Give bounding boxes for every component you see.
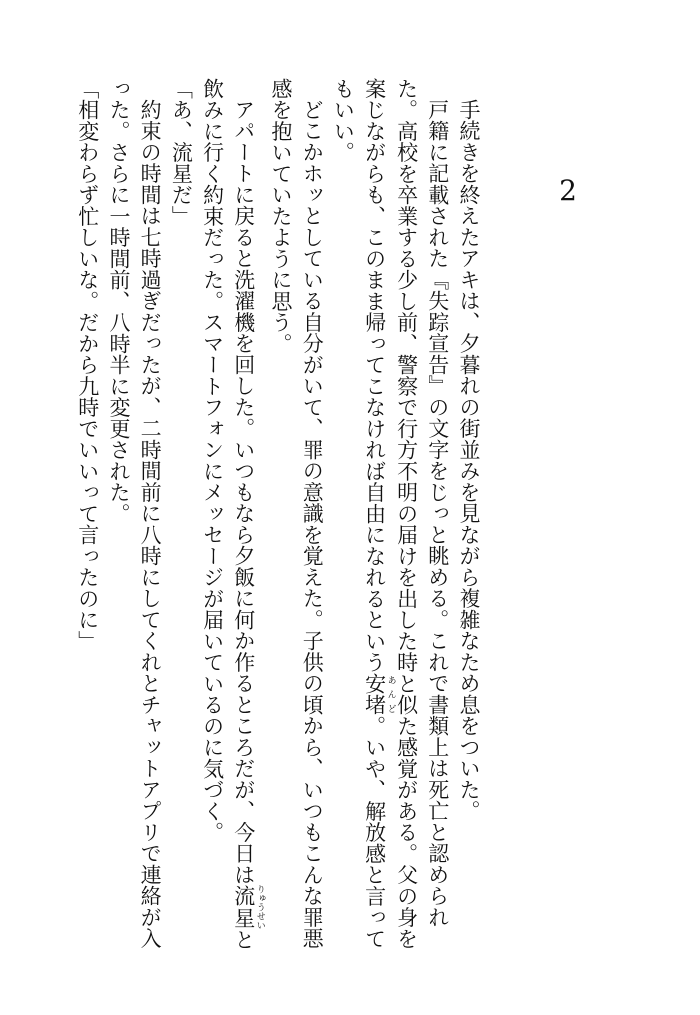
ruby-base: 流星 — [231, 884, 256, 930]
text-segment: 「相変わらず忙しいな。だから九時でいいって言ったのに」 — [75, 78, 100, 652]
text-segment: どこかホッとしている自分がいて、罪の意識を覚えた。子供の頃から、いつもこんな罪悪感を抱いていたように思う。 — [268, 78, 325, 949]
ruby-reading: あんど — [385, 673, 396, 716]
paragraph — [103, 78, 165, 968]
ruby-annotation — [362, 673, 396, 716]
ruby-reading: りゅうせい — [254, 884, 265, 930]
text-segment: 戸籍に記載された『失踪宣告』の文字をじっと眺める。これで書類上は死亡と認められた。高校を卒業する少し前、警察で行方不明の届けを出した時と似た感覚がある。父の身を案じながらも、このまま帰ってこなければ自由になれるという — [362, 78, 450, 950]
ruby-base: 安堵 — [362, 673, 387, 716]
paragraph — [327, 78, 453, 968]
paragraph — [453, 78, 484, 968]
ruby-annotation — [231, 884, 265, 930]
dialogue-line — [72, 78, 103, 968]
text-segment: と飲みに行く約束だった。スマートフォンにメッセージが届いているのに気づく。 — [200, 78, 256, 951]
text-segment: 「あ、流星だ」 — [169, 78, 194, 227]
page-number: 2 — [559, 174, 577, 207]
paragraph — [265, 78, 327, 968]
body-text — [52, 78, 484, 968]
dialogue-line — [165, 78, 196, 968]
text-segment: 約束の時間は七時過ぎだったが、二時間前に八時にしてくれとチャットアプリで連絡が入った。さらに一時間前、八時半に変更された。 — [106, 78, 163, 949]
text-segment: 。いや、解放感と言ってもいい。 — [331, 78, 387, 950]
text-segment: 手続きを終えたアキは、夕暮れの街並みを見ながら複雑なため息をついた。 — [457, 99, 481, 822]
paragraph — [196, 78, 264, 968]
text-segment: アパートに戻ると洗濯機を回した。いつもなら夕飯に何か作るところだが、今日は — [231, 99, 256, 886]
